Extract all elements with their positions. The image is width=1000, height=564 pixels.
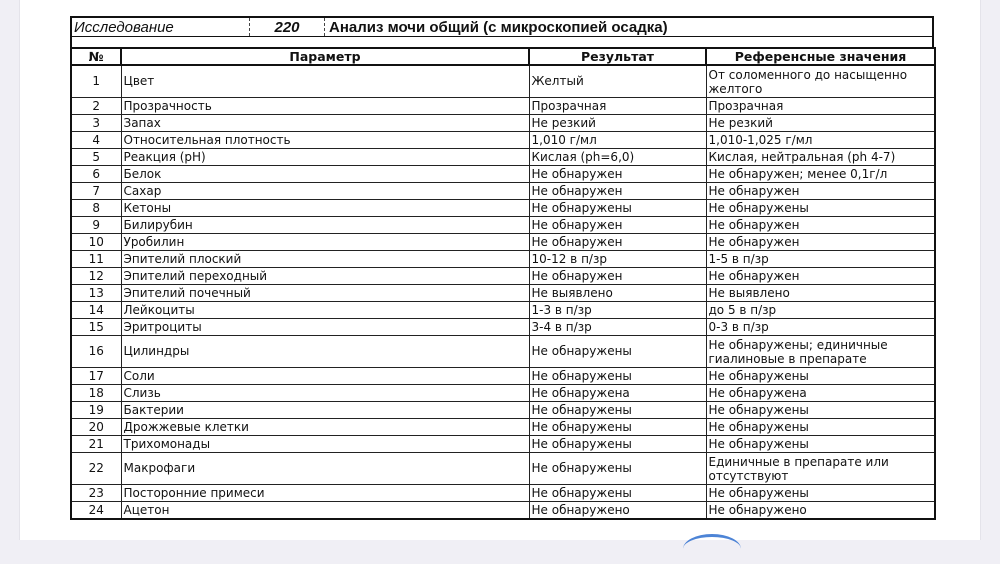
row-result: Не обнаружены (529, 336, 706, 368)
table-row (71, 453, 935, 485)
row-num: 24 (71, 502, 121, 520)
table-row (71, 183, 935, 200)
row-parameter: Билирубин (121, 217, 529, 234)
study-name: Анализ мочи общий (с микроскопией осадка) (329, 18, 668, 36)
row-parameter: Относительная плотность (121, 132, 529, 149)
row-num: 7 (71, 183, 121, 200)
spacer-row (70, 37, 934, 47)
header-parameter: Параметр (121, 48, 529, 65)
row-reference: Не выявлено (706, 285, 935, 302)
stamp-fragment (683, 534, 741, 564)
lab-report (70, 16, 934, 520)
row-reference: 1-5 в п/зр (706, 251, 935, 268)
row-result: 1-3 в п/зр (529, 302, 706, 319)
table-row (71, 436, 935, 453)
row-parameter: Трихомонады (121, 436, 529, 453)
row-result: Прозрачная (529, 98, 706, 115)
row-result: Не обнаружены (529, 453, 706, 485)
row-result: Не резкий (529, 115, 706, 132)
row-num: 18 (71, 385, 121, 402)
row-num: 15 (71, 319, 121, 336)
row-num: 8 (71, 200, 121, 217)
row-result: Не обнаружен (529, 166, 706, 183)
table-row (71, 98, 935, 115)
header-result: Результат (529, 48, 706, 65)
table-row (71, 402, 935, 419)
row-num: 19 (71, 402, 121, 419)
table-row (71, 115, 935, 132)
row-parameter: Дрожжевые клетки (121, 419, 529, 436)
row-reference: до 5 в п/зр (706, 302, 935, 319)
row-num: 2 (71, 98, 121, 115)
row-parameter: Реакция (pH) (121, 149, 529, 166)
document-page (20, 0, 980, 540)
header-reference: Референсные значения (706, 48, 935, 65)
row-num: 4 (71, 132, 121, 149)
row-reference: Прозрачная (706, 98, 935, 115)
row-num: 21 (71, 436, 121, 453)
row-parameter: Уробилин (121, 234, 529, 251)
row-result: Не обнаружены (529, 200, 706, 217)
table-row (71, 234, 935, 251)
row-parameter: Запах (121, 115, 529, 132)
row-reference: 1,010-1,025 г/мл (706, 132, 935, 149)
row-num: 6 (71, 166, 121, 183)
row-result: Не обнаружено (529, 502, 706, 520)
table-row (71, 419, 935, 436)
row-reference: Не обнаружено (706, 502, 935, 520)
row-num: 20 (71, 419, 121, 436)
row-num: 14 (71, 302, 121, 319)
row-parameter: Бактерии (121, 402, 529, 419)
table-row (71, 132, 935, 149)
row-result: Не обнаружены (529, 485, 706, 502)
row-num: 5 (71, 149, 121, 166)
table-row (71, 251, 935, 268)
row-reference: Не обнаружен (706, 183, 935, 200)
row-parameter: Слизь (121, 385, 529, 402)
row-reference: Не обнаружен (706, 268, 935, 285)
row-parameter: Соли (121, 368, 529, 385)
row-result: Не обнаружены (529, 368, 706, 385)
row-num: 22 (71, 453, 121, 485)
row-reference: Единичные в препарате или отсутствуют (706, 453, 935, 485)
row-result: Не обнаружен (529, 217, 706, 234)
row-parameter: Цилиндры (121, 336, 529, 368)
row-result: Не обнаружен (529, 268, 706, 285)
table-header-row (71, 48, 935, 65)
row-result: 10-12 в п/зр (529, 251, 706, 268)
row-parameter: Эпителий почечный (121, 285, 529, 302)
row-reference: Не обнаружены (706, 402, 935, 419)
row-reference: Кислая, нейтральная (ph 4-7) (706, 149, 935, 166)
row-result: Кислая (ph=6,0) (529, 149, 706, 166)
row-result: Не обнаружены (529, 436, 706, 453)
row-result: Желтый (529, 65, 706, 98)
row-reference: Не обнаружен (706, 234, 935, 251)
row-reference: Не обнаружены (706, 200, 935, 217)
row-parameter: Эритроциты (121, 319, 529, 336)
table-row (71, 336, 935, 368)
table-row (71, 319, 935, 336)
row-result: Не выявлено (529, 285, 706, 302)
row-reference: Не обнаружены (706, 368, 935, 385)
row-reference: Не обнаружены (706, 436, 935, 453)
row-reference: Не обнаружены (706, 485, 935, 502)
results-table (70, 47, 936, 520)
row-parameter: Белок (121, 166, 529, 183)
table-row (71, 285, 935, 302)
row-reference: Не обнаружены (706, 419, 935, 436)
table-row (71, 485, 935, 502)
row-num: 12 (71, 268, 121, 285)
row-parameter: Лейкоциты (121, 302, 529, 319)
row-result: 3-4 в п/зр (529, 319, 706, 336)
row-num: 3 (71, 115, 121, 132)
table-row (71, 502, 935, 520)
row-result: Не обнаружены (529, 402, 706, 419)
table-row (71, 217, 935, 234)
row-parameter: Эпителий переходный (121, 268, 529, 285)
row-parameter: Сахар (121, 183, 529, 200)
table-row (71, 385, 935, 402)
row-num: 11 (71, 251, 121, 268)
row-result: 1,010 г/мл (529, 132, 706, 149)
table-row (71, 166, 935, 183)
table-row (71, 302, 935, 319)
row-num: 17 (71, 368, 121, 385)
row-num: 16 (71, 336, 121, 368)
row-parameter: Прозрачность (121, 98, 529, 115)
table-row (71, 268, 935, 285)
study-title-row (70, 16, 934, 37)
row-reference: Не обнаружена (706, 385, 935, 402)
row-reference: Не обнаружен; менее 0,1г/л (706, 166, 935, 183)
row-parameter: Кетоны (121, 200, 529, 217)
row-reference: Не резкий (706, 115, 935, 132)
table-row (71, 368, 935, 385)
header-num: № (71, 48, 121, 65)
row-reference: Не обнаружен (706, 217, 935, 234)
row-parameter: Макрофаги (121, 453, 529, 485)
row-num: 23 (71, 485, 121, 502)
row-parameter: Ацетон (121, 502, 529, 520)
row-parameter: Посторонние примеси (121, 485, 529, 502)
row-num: 13 (71, 285, 121, 302)
row-parameter: Цвет (121, 65, 529, 98)
row-parameter: Эпителий плоский (121, 251, 529, 268)
row-reference: Не обнаружены; единичные гиалиновые в препарате (706, 336, 935, 368)
study-label: Исследование (72, 18, 250, 36)
row-num: 1 (71, 65, 121, 98)
row-result: Не обнаружены (529, 419, 706, 436)
row-num: 10 (71, 234, 121, 251)
row-reference: От соломенного до насыщенно желтого (706, 65, 935, 98)
row-result: Не обнаружен (529, 234, 706, 251)
row-num: 9 (71, 217, 121, 234)
row-result: Не обнаружена (529, 385, 706, 402)
study-code: 220 (250, 18, 325, 36)
table-row (71, 149, 935, 166)
row-result: Не обнаружен (529, 183, 706, 200)
table-row (71, 200, 935, 217)
row-reference: 0-3 в п/зр (706, 319, 935, 336)
table-row (71, 65, 935, 98)
